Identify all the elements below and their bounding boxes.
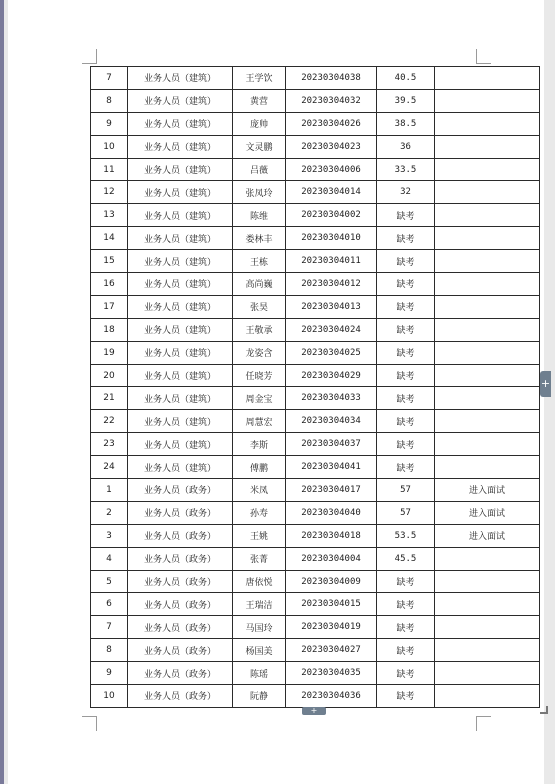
cell-score[interactable]: 缺考: [377, 295, 435, 318]
table-row: [91, 364, 540, 387]
cell-ticket-number[interactable]: 20230304034: [286, 410, 377, 433]
cell-remark[interactable]: [435, 158, 540, 181]
cell-score[interactable]: 38.5: [377, 112, 435, 135]
cell-name[interactable]: 王栋: [233, 250, 286, 273]
document-page: [8, 0, 551, 784]
cell-name[interactable]: 王姚: [233, 524, 286, 547]
cell-number[interactable]: 9: [91, 112, 128, 135]
table-resize-handle[interactable]: [540, 706, 548, 714]
cell-position[interactable]: 业务人员（建筑）: [128, 295, 233, 318]
cell-number[interactable]: 12: [91, 181, 128, 204]
cell-name[interactable]: 黄营: [233, 89, 286, 112]
left-scroll-rail: [0, 0, 4, 784]
cell-number[interactable]: 3: [91, 524, 128, 547]
cell-ticket-number[interactable]: 20230304002: [286, 204, 377, 227]
cell-ticket-number[interactable]: 20230304004: [286, 547, 377, 570]
cell-remark[interactable]: [435, 112, 540, 135]
table-row: [91, 501, 540, 524]
cell-ticket-number[interactable]: 20230304026: [286, 112, 377, 135]
cell-score[interactable]: 57: [377, 501, 435, 524]
cell-position[interactable]: 业务人员（建筑）: [128, 135, 233, 158]
cell-score[interactable]: 缺考: [377, 410, 435, 433]
cell-number[interactable]: 15: [91, 250, 128, 273]
cell-ticket-number[interactable]: 20230304013: [286, 295, 377, 318]
cell-score[interactable]: 缺考: [377, 341, 435, 364]
cell-position[interactable]: 业务人员（建筑）: [128, 433, 233, 456]
cell-position[interactable]: 业务人员（建筑）: [128, 204, 233, 227]
cell-remark[interactable]: [435, 341, 540, 364]
cell-remark[interactable]: [435, 295, 540, 318]
cell-score[interactable]: 缺考: [377, 616, 435, 639]
cell-score[interactable]: 缺考: [377, 227, 435, 250]
cell-position[interactable]: 业务人员（建筑）: [128, 158, 233, 181]
cell-remark[interactable]: 进入面试: [435, 524, 540, 547]
cell-name[interactable]: 张昊: [233, 295, 286, 318]
cell-name[interactable]: 王敬承: [233, 318, 286, 341]
cell-ticket-number[interactable]: 20230304024: [286, 318, 377, 341]
cell-ticket-number[interactable]: 20230304015: [286, 593, 377, 616]
cell-position[interactable]: 业务人员（政务）: [128, 547, 233, 570]
table-row: [91, 112, 540, 135]
cell-number[interactable]: 24: [91, 456, 128, 479]
cell-number[interactable]: 16: [91, 273, 128, 296]
cell-number[interactable]: 5: [91, 570, 128, 593]
cell-name[interactable]: 娄林丰: [233, 227, 286, 250]
cell-ticket-number[interactable]: 20230304035: [286, 662, 377, 685]
plus-icon: +: [540, 377, 551, 390]
cell-position[interactable]: 业务人员（建筑）: [128, 67, 233, 90]
cell-score[interactable]: 缺考: [377, 433, 435, 456]
add-row-button[interactable]: [302, 707, 326, 715]
cell-remark[interactable]: [435, 135, 540, 158]
margin-corner-bottom-left: [82, 716, 97, 731]
cell-remark[interactable]: [435, 547, 540, 570]
table-row: [91, 295, 540, 318]
cell-ticket-number[interactable]: 20230304040: [286, 501, 377, 524]
table-row: [91, 273, 540, 296]
cell-number[interactable]: 22: [91, 410, 128, 433]
cell-name[interactable]: 陈维: [233, 204, 286, 227]
table-row: [91, 181, 540, 204]
table-row: [91, 593, 540, 616]
cell-number[interactable]: 11: [91, 158, 128, 181]
table-row: [91, 410, 540, 433]
cell-name[interactable]: 张菁: [233, 547, 286, 570]
margin-corner-top-left: [82, 49, 97, 64]
table-row: [91, 341, 540, 364]
cell-remark[interactable]: 进入面试: [435, 501, 540, 524]
cell-name[interactable]: 唐依悦: [233, 570, 286, 593]
cell-remark[interactable]: [435, 616, 540, 639]
cell-name[interactable]: 马国玲: [233, 616, 286, 639]
cell-position[interactable]: 业务人员（政务）: [128, 662, 233, 685]
cell-score[interactable]: 36: [377, 135, 435, 158]
cell-remark[interactable]: [435, 89, 540, 112]
cell-name[interactable]: 王瑞洁: [233, 593, 286, 616]
cell-name[interactable]: 高尚巍: [233, 273, 286, 296]
cell-score[interactable]: 33.5: [377, 158, 435, 181]
cell-score[interactable]: 缺考: [377, 639, 435, 662]
cell-ticket-number[interactable]: 20230304017: [286, 479, 377, 502]
cell-position[interactable]: 业务人员（建筑）: [128, 181, 233, 204]
cell-ticket-number[interactable]: 20230304012: [286, 273, 377, 296]
cell-score[interactable]: 45.5: [377, 547, 435, 570]
cell-number[interactable]: 2: [91, 501, 128, 524]
table-row: [91, 479, 540, 502]
cell-name[interactable]: 陈瑶: [233, 662, 286, 685]
cell-remark[interactable]: [435, 639, 540, 662]
cell-name[interactable]: 任晓芳: [233, 364, 286, 387]
cell-remark[interactable]: 进入面试: [435, 479, 540, 502]
cell-score[interactable]: 缺考: [377, 204, 435, 227]
table-row: [91, 639, 540, 662]
cell-score[interactable]: 缺考: [377, 662, 435, 685]
cell-number[interactable]: 1: [91, 479, 128, 502]
cell-number[interactable]: 10: [91, 685, 128, 708]
cell-number[interactable]: 7: [91, 67, 128, 90]
cell-ticket-number[interactable]: 20230304010: [286, 227, 377, 250]
cell-ticket-number[interactable]: 20230304019: [286, 616, 377, 639]
cell-ticket-number[interactable]: 20230304041: [286, 456, 377, 479]
cell-ticket-number[interactable]: 20230304014: [286, 181, 377, 204]
cell-position[interactable]: 业务人员（建筑）: [128, 410, 233, 433]
cell-score[interactable]: 53.5: [377, 524, 435, 547]
cell-number[interactable]: 8: [91, 89, 128, 112]
cell-name[interactable]: 王学饮: [233, 67, 286, 90]
cell-number[interactable]: 9: [91, 662, 128, 685]
cell-score[interactable]: 57: [377, 479, 435, 502]
cell-remark[interactable]: [435, 364, 540, 387]
cell-number[interactable]: 10: [91, 135, 128, 158]
table-row: [91, 547, 540, 570]
cell-remark[interactable]: [435, 181, 540, 204]
cell-score[interactable]: 缺考: [377, 250, 435, 273]
cell-position[interactable]: 业务人员（建筑）: [128, 341, 233, 364]
cell-position[interactable]: 业务人员（政务）: [128, 593, 233, 616]
table-row: [91, 227, 540, 250]
cell-score[interactable]: 缺考: [377, 364, 435, 387]
cell-remark[interactable]: [435, 593, 540, 616]
cell-ticket-number[interactable]: 20230304025: [286, 341, 377, 364]
cell-number[interactable]: 17: [91, 295, 128, 318]
cell-position[interactable]: 业务人员（建筑）: [128, 227, 233, 250]
cell-number[interactable]: 6: [91, 593, 128, 616]
cell-position[interactable]: 业务人员（建筑）: [128, 364, 233, 387]
cell-name[interactable]: 张凤玲: [233, 181, 286, 204]
cell-remark[interactable]: [435, 67, 540, 90]
cell-number[interactable]: 18: [91, 318, 128, 341]
cell-number[interactable]: 21: [91, 387, 128, 410]
cell-ticket-number[interactable]: 20230304018: [286, 524, 377, 547]
cell-remark[interactable]: [435, 662, 540, 685]
plus-icon: +: [310, 706, 318, 715]
cell-score[interactable]: 32: [377, 181, 435, 204]
results-table-body: [91, 67, 540, 708]
cell-ticket-number[interactable]: 20230304029: [286, 364, 377, 387]
table-row: [91, 616, 540, 639]
cell-position[interactable]: 业务人员（建筑）: [128, 250, 233, 273]
cell-number[interactable]: 19: [91, 341, 128, 364]
cell-remark[interactable]: [435, 387, 540, 410]
cell-position[interactable]: 业务人员（建筑）: [128, 318, 233, 341]
cell-score[interactable]: 缺考: [377, 456, 435, 479]
cell-ticket-number[interactable]: 20230304033: [286, 387, 377, 410]
cell-position[interactable]: 业务人员（政务）: [128, 479, 233, 502]
cell-name[interactable]: 吕薇: [233, 158, 286, 181]
cell-number[interactable]: 20: [91, 364, 128, 387]
cell-name[interactable]: 龙姿含: [233, 341, 286, 364]
cell-name[interactable]: 傅鹏: [233, 456, 286, 479]
cell-name[interactable]: 孙寿: [233, 501, 286, 524]
table-row: [91, 524, 540, 547]
cell-number[interactable]: 13: [91, 204, 128, 227]
table-row: [91, 135, 540, 158]
table-row: [91, 456, 540, 479]
cell-number[interactable]: 4: [91, 547, 128, 570]
cell-remark[interactable]: [435, 204, 540, 227]
cell-position[interactable]: 业务人员（建筑）: [128, 387, 233, 410]
table-row: [91, 433, 540, 456]
table-row: [91, 685, 540, 708]
table-row: [91, 158, 540, 181]
cell-position[interactable]: 业务人员（建筑）: [128, 456, 233, 479]
cell-remark[interactable]: [435, 456, 540, 479]
cell-position[interactable]: 业务人员（政务）: [128, 685, 233, 708]
cell-ticket-number[interactable]: 20230304023: [286, 135, 377, 158]
cell-position[interactable]: 业务人员（政务）: [128, 524, 233, 547]
margin-corner-bottom-right: [476, 716, 491, 731]
table-row: [91, 387, 540, 410]
cell-remark[interactable]: [435, 685, 540, 708]
cell-score[interactable]: 40.5: [377, 67, 435, 90]
cell-name[interactable]: 周慧宏: [233, 410, 286, 433]
cell-score[interactable]: 缺考: [377, 685, 435, 708]
cell-position[interactable]: 业务人员（政务）: [128, 616, 233, 639]
table-row: [91, 570, 540, 593]
cell-ticket-number[interactable]: 20230304009: [286, 570, 377, 593]
cell-ticket-number[interactable]: 20230304006: [286, 158, 377, 181]
cell-name[interactable]: 阮静: [233, 685, 286, 708]
cell-remark[interactable]: [435, 318, 540, 341]
table-row: [91, 250, 540, 273]
table-row: [91, 204, 540, 227]
cell-position[interactable]: 业务人员（建筑）: [128, 273, 233, 296]
cell-ticket-number[interactable]: 20230304027: [286, 639, 377, 662]
add-column-button[interactable]: [540, 371, 551, 397]
cell-score[interactable]: 缺考: [377, 318, 435, 341]
cell-number[interactable]: 7: [91, 616, 128, 639]
cell-name[interactable]: 李斯: [233, 433, 286, 456]
cell-name[interactable]: 文灵鹏: [233, 135, 286, 158]
cell-name[interactable]: 米凤: [233, 479, 286, 502]
cell-number[interactable]: 14: [91, 227, 128, 250]
cell-score[interactable]: 39.5: [377, 89, 435, 112]
cell-name[interactable]: 杨国美: [233, 639, 286, 662]
cell-position[interactable]: 业务人员（政务）: [128, 639, 233, 662]
cell-position[interactable]: 业务人员（建筑）: [128, 112, 233, 135]
cell-score[interactable]: 缺考: [377, 593, 435, 616]
cell-remark[interactable]: [435, 410, 540, 433]
cell-score[interactable]: 缺考: [377, 387, 435, 410]
cell-score[interactable]: 缺考: [377, 273, 435, 296]
results-table: [90, 66, 540, 708]
cell-name[interactable]: 庞帅: [233, 112, 286, 135]
table-row: [91, 67, 540, 90]
margin-corner-top-right: [476, 49, 491, 64]
table-row: [91, 318, 540, 341]
cell-remark[interactable]: [435, 273, 540, 296]
cell-number[interactable]: 8: [91, 639, 128, 662]
cell-remark[interactable]: [435, 227, 540, 250]
cell-ticket-number[interactable]: 20230304032: [286, 89, 377, 112]
table-row: [91, 662, 540, 685]
cell-ticket-number[interactable]: 20230304037: [286, 433, 377, 456]
cell-ticket-number[interactable]: 20230304038: [286, 67, 377, 90]
cell-name[interactable]: 周金宝: [233, 387, 286, 410]
table-row: [91, 89, 540, 112]
cell-remark[interactable]: [435, 250, 540, 273]
cell-ticket-number[interactable]: 20230304036: [286, 685, 377, 708]
cell-position[interactable]: 业务人员（政务）: [128, 570, 233, 593]
cell-remark[interactable]: [435, 570, 540, 593]
cell-score[interactable]: 缺考: [377, 570, 435, 593]
cell-number[interactable]: 23: [91, 433, 128, 456]
cell-position[interactable]: 业务人员（建筑）: [128, 89, 233, 112]
cell-remark[interactable]: [435, 433, 540, 456]
cell-position[interactable]: 业务人员（政务）: [128, 501, 233, 524]
cell-ticket-number[interactable]: 20230304011: [286, 250, 377, 273]
